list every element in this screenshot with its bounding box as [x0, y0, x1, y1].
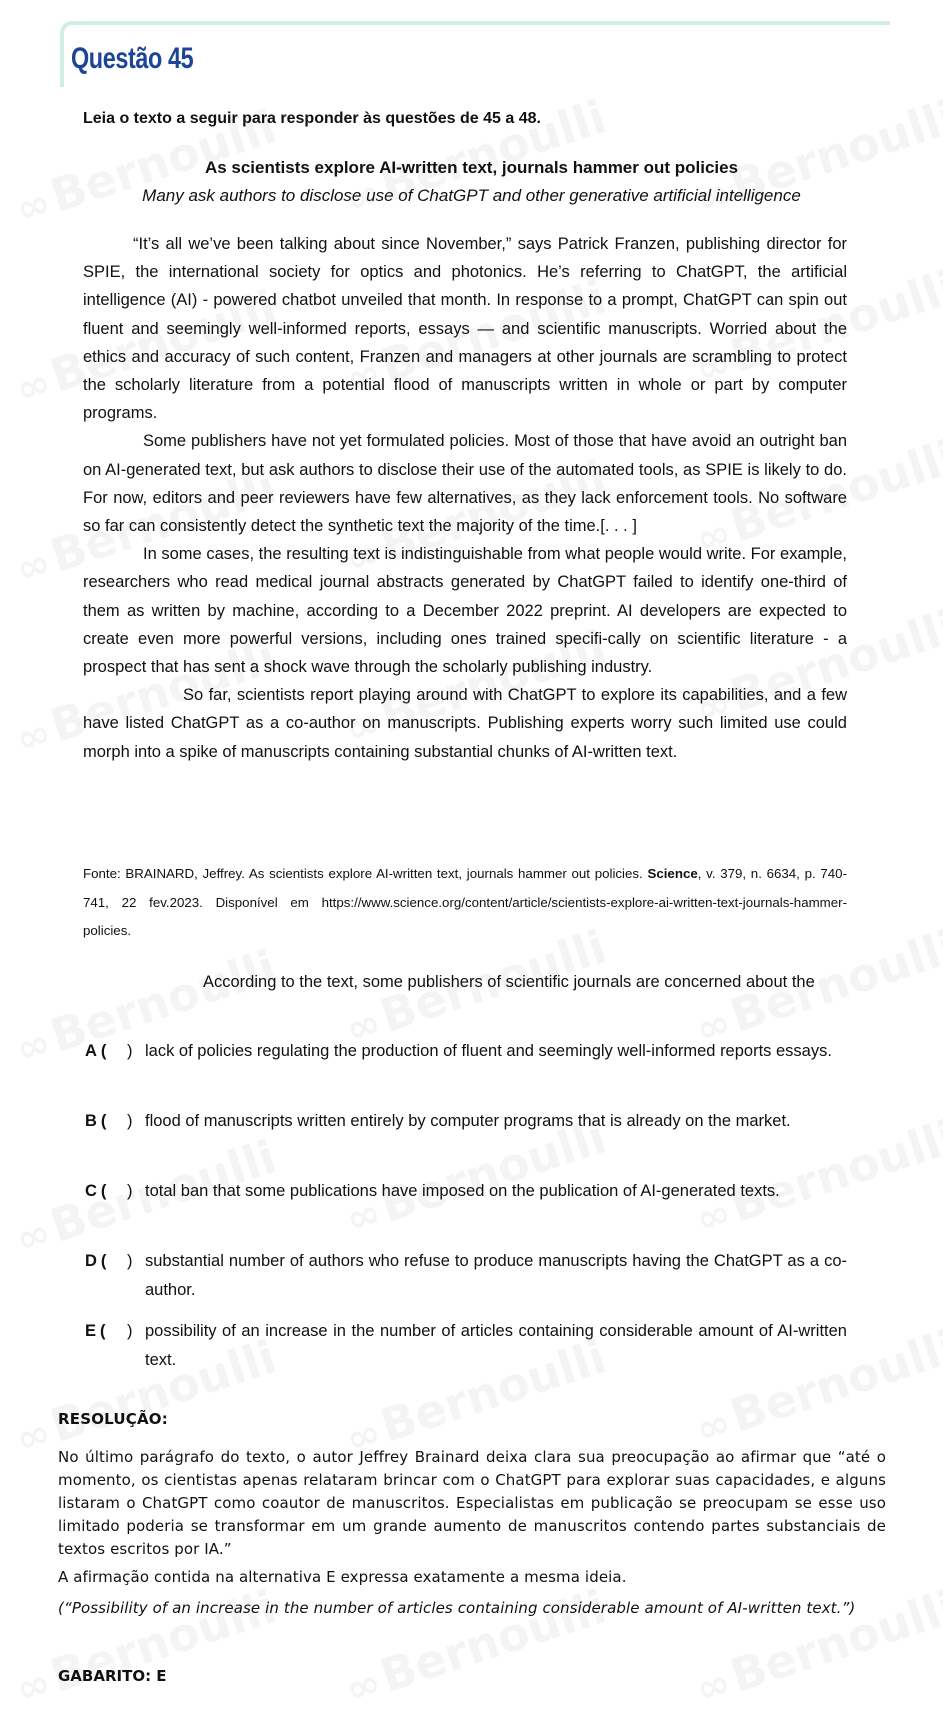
infinity-logo-icon	[10, 1210, 56, 1264]
option-text: possibility of an increase in the number of articles containing considerable amount of AI-written text.	[145, 1322, 847, 1369]
infinity-logo-icon	[10, 1020, 56, 1074]
article-body	[83, 230, 847, 766]
option-label: A ( )	[85, 1042, 133, 1060]
article-paragraph: “It’s all we’ve been talking about since November,” says Patrick Franzen, publishing director for SPIE, the international society for optics and photonics. He’s referring to ChatGPT, the artificial intelligence (AI) - powered chatbot unveiled that month. In response to a prompt, ChatGPT can spin out fluent and seemingly well-informed reports, essays — and scientific manuscripts. Worried about the ethics and accuracy of such content, Franzen and managers at other journals are scrambling to protect the scholarly literature from a potential flood of manuscripts written in whole or part by computer programs.	[83, 235, 847, 423]
article-subtitle: Many ask authors to disclose use of ChatGPT and other generative artificial intelligence	[142, 186, 801, 205]
answer-key: GABARITO: E	[58, 1667, 167, 1685]
option-text: total ban that some publications have imposed on the publication of AI-generated texts.	[145, 1182, 780, 1200]
option-text: lack of policies regulating the production of fluent and seemingly well-informed reports essays.	[145, 1042, 832, 1060]
resolution-quote: (“Possibility of an increase in the number of articles containing considerable amount of AI-written text.”)	[58, 1599, 856, 1617]
option-b[interactable]	[85, 1107, 847, 1136]
resolution-paragraph: No último parágrafo do texto, o autor Jeffrey Brainard deixa clara sua preocupação ao afirmar que “até o momento, os cientistas apenas relataram brincar com o ChatGPT para explorar suas capacidades, e alguns listaram o ChatGPT como coautor de manuscritos. Especialistas em publicação se preocupam se esse uso limitado poderia se transformar em um grande aumento de manuscritos contendo partes substanciais de textos escritos por IA.”	[58, 1448, 886, 1558]
resolution-heading: RESOLUÇÃO:	[58, 1410, 168, 1428]
infinity-logo-icon	[10, 1660, 56, 1714]
option-e[interactable]	[85, 1317, 847, 1374]
infinity-logo-icon	[10, 710, 56, 764]
question-title: Questão 45	[71, 42, 194, 75]
article-source: Fonte: BRAINARD, Jeffrey. As scientists explore AI-written text, journals hammer out policies. Science, v. 379, n. 6634, p. 740-741, 22 fev.2023. Disponível em https://www.science.org/content/article/scientists-explore-ai-written-text-journals-hammer-policies.	[83, 866, 848, 938]
option-label: E ( )	[85, 1322, 133, 1340]
article-paragraph: In some cases, the resulting text is indistinguishable from what people would write. For example, researchers who read medical journal abstracts generated by ChatGPT failed to identify one-third of them as written by machine, according to a December 2022 preprint. AI developers are expected to create even more powerful versions, including ones trained specifi-cally on scientific literature - a prospect that has sent a shock wave through the scholarly publishing industry.	[83, 545, 847, 677]
infinity-logo-icon	[10, 360, 56, 414]
option-text: flood of manuscripts written entirely by computer programs that is already on the market.	[145, 1112, 791, 1130]
infinity-logo-icon	[690, 1660, 736, 1714]
option-a[interactable]	[85, 1037, 847, 1066]
question-stem: According to the text, some publishers of scientific journals are concerned about the	[203, 973, 815, 991]
article-paragraph: Some publishers have not yet formulated policies. Most of those that have avoid an outright ban on AI-generated text, but ask authors to disclose their use of the automated tools, as SPIE is likely to do. For now, editors and peer reviewers have few alternatives, as they lack enforcement tools. No software so far can consistently detect the synthetic text the majority of the time.[. . . ]	[83, 432, 847, 536]
infinity-logo-icon	[10, 1410, 56, 1464]
journal-name: Science	[647, 866, 698, 881]
option-label: B ( )	[85, 1112, 133, 1130]
resolution-conclusion: A afirmação contida na alternativa E expressa exatamente a mesma ideia.	[58, 1568, 627, 1586]
reading-instruction: Leia o texto a seguir para responder às questões de 45 a 48.	[83, 110, 541, 127]
option-text: substantial number of authors who refuse to produce manuscripts having the ChatGPT as a co-author.	[145, 1252, 847, 1299]
option-label: C ( )	[85, 1182, 133, 1200]
infinity-logo-icon	[10, 540, 56, 594]
infinity-logo-icon	[340, 1660, 386, 1714]
option-label: D ( )	[85, 1252, 133, 1270]
article-title: As scientists explore AI-written text, journals hammer out policies	[204, 158, 739, 177]
option-c[interactable]	[85, 1177, 847, 1206]
option-d[interactable]	[85, 1247, 847, 1304]
article-paragraph: So far, scientists report playing around with ChatGPT to explore its capabilities, and a few have listed ChatGPT as a co-author on manuscripts. Publishing experts worry such limited use could morph into a spike of manuscripts containing substantial chunks of AI-written text.	[83, 686, 847, 761]
